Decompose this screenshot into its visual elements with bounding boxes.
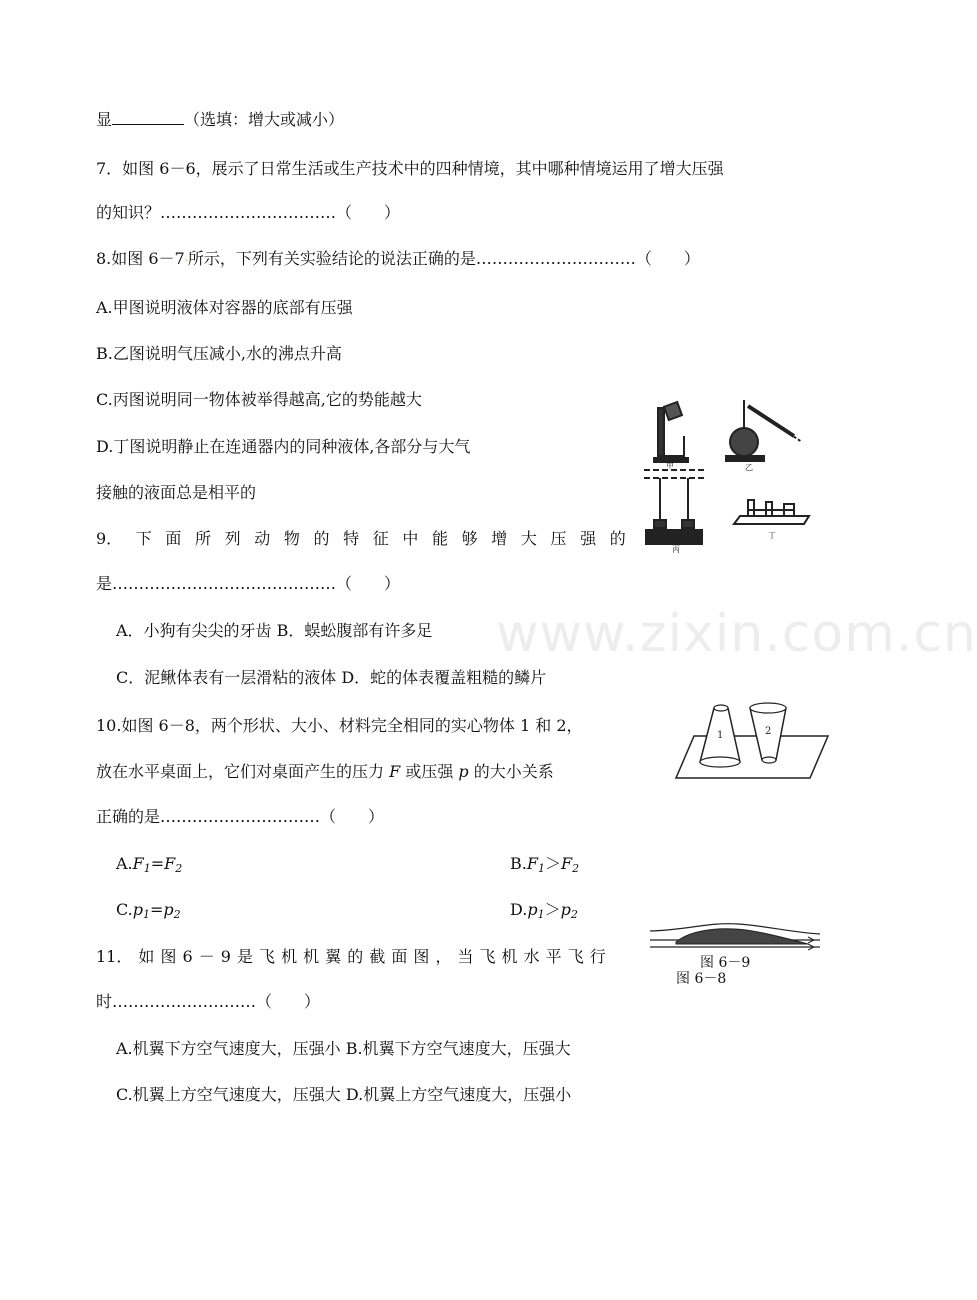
option-10b: $B.F_1>F_2$ — [510, 854, 580, 875]
option-8c: C.丙图说明同一物体被举得越高,它的势能越大 — [96, 390, 422, 409]
answer-blank[interactable] — [112, 108, 184, 125]
fig68-label-2: 2 — [765, 726, 772, 737]
options-9cd: C．泥鳅体表有一层滑粘的液体 D．蛇的体表覆盖粗糙的鳞片 — [116, 668, 547, 687]
question-10-text-end: 正确的是…………………………（ ） — [96, 807, 385, 826]
question-9-text-cont: 是……………………………………（ ） — [96, 574, 401, 593]
option-8d: D.丁图说明静止在连通器内的同种液体,各部分与大气 — [96, 437, 471, 456]
answer-paren[interactable]: （ ） — [320, 807, 385, 826]
options-9ab: A．小狗有尖尖的牙齿 B．蜈蚣腹部有许多足 — [116, 621, 433, 640]
fig68-label-1: 1 — [717, 730, 724, 741]
figure-6-8 — [672, 694, 828, 786]
figure-6-7 — [644, 392, 824, 552]
caption-6-9: 图 6－9 — [700, 955, 751, 971]
options-11ab: A.机翼下方空气速度大，压强小 B.机翼下方空气速度大，压强大 — [116, 1039, 571, 1058]
answer-paren[interactable]: （ ） — [256, 992, 321, 1011]
option-8d-cont: 接触的液面总是相平的 — [96, 483, 257, 502]
answer-paren[interactable]: （ ） — [336, 203, 401, 222]
fig-label-jia: 甲 — [666, 461, 674, 470]
fig-bing-apparatus — [644, 470, 704, 544]
fig-label-bing: 丙 — [672, 545, 680, 554]
question-8-text: 8.如图 6－7·所示，下列有关实验结论的说法正确的是…………………………（ ） — [96, 249, 700, 268]
question-10-text-cont: 放在水平桌面上，它们对桌面产生的压力 F 或压强 p 的大小关系 — [96, 762, 554, 781]
stray-mark: · — [184, 256, 188, 267]
fig-label-yi: 乙 — [745, 463, 753, 472]
figure-6-9-wing — [648, 920, 822, 954]
fig-yi-flask — [726, 400, 802, 461]
option-10a: $A.F_1=F_2$ — [116, 854, 183, 875]
option-10d: $D.p_1>p_2$ — [510, 900, 578, 921]
fig-jia-apparatus — [654, 402, 688, 462]
question-11-text-cont: 时………………………（ ） — [96, 992, 321, 1011]
question-7-text: 7．如图 6－6，展示了日常生活或生产技术中的四种情境，其中哪种情境运用了增大压强 — [96, 159, 724, 178]
option-8a: A.甲图说明液体对容器的底部有压强 — [96, 298, 353, 317]
options-11cd: C.机翼上方空气速度大，压强大 D.机翼上方空气速度大，压强小 — [116, 1085, 572, 1104]
caption-6-8: 图 6－8 — [676, 971, 727, 987]
line-fill-blank: 显 （选填：增大或减小） — [96, 110, 345, 129]
answer-paren[interactable]: （ ） — [336, 574, 401, 593]
answer-paren[interactable]: （ ） — [635, 249, 700, 268]
watermark: www.zixin.com.cn — [496, 604, 977, 664]
option-8b: B.乙图说明气压减小,水的沸点升高 — [96, 344, 342, 363]
question-10-text: 10.如图 6－8，两个形状、大小、材料完全相同的实心物体 1 和 2， — [96, 716, 583, 735]
question-7-text-cont: 的知识？……………………………（ ） — [96, 203, 401, 222]
option-10c: $C.p_1=p_2$ — [116, 900, 181, 921]
fig-ding-connector — [734, 500, 809, 524]
fig-label-ding: 丁 — [768, 531, 776, 540]
question-9-text: 9． 下 面 所 列 动 物 的 特 征 中 能 够 增 大 压 强 的 — [96, 529, 626, 548]
question-11-text: 11． 如 图 6 － 9 是 飞 机 机 翼 的 截 面 图 ， 当 飞 机 水 平 飞 行 — [96, 947, 606, 966]
